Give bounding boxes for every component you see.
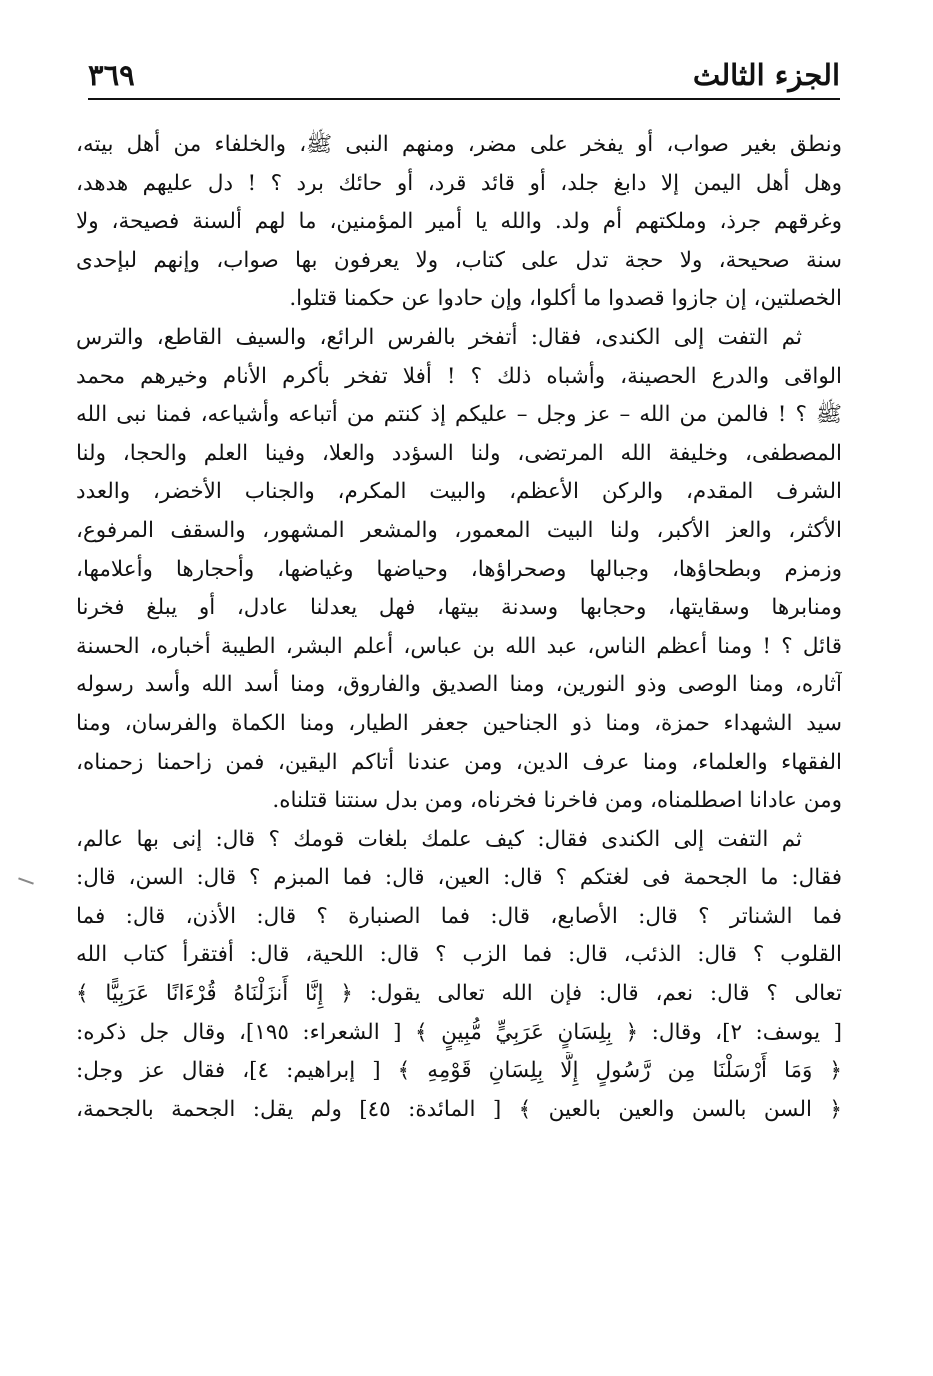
text-line: ومنابرها وسقايتها، وحجابها وسدنة بيتها، فهل يعدلنا عادل، أو يبلغ فخرنا	[76, 595, 842, 621]
page-body	[76, 126, 842, 1129]
text-line: الأكثر، والعز الأكبر، ولنا البيت المعمور، والمشعر المشهور، والسقف المرفوع،	[76, 517, 842, 543]
text-line: وهل أهل اليمن إلا دابغ جلد، أو قائد قرد، أو حائك برد ؟ ! دل عليهم هدهد،	[76, 170, 842, 196]
text-line: الخصلتين، إن جازوا قصدوا ما أكلوا، وإن حادوا عن حكمنا قتلوا.	[289, 286, 842, 312]
text-line: المصطفى، وخليفة الله المرتضى، ولنا السؤدد والعلا، وفينا العلم والحجا، ولنا	[76, 440, 842, 466]
text-line: ﴿ وَمَا أَرْسَلْنَا مِن رَّسُولٍ إِلَّا بِلِسَانِ قَوْمِهِ ﴾ [ إبراهيم: ٤]، فقال عز وجل:	[76, 1058, 842, 1084]
running-header	[88, 56, 840, 100]
text-line: الفقهاء والعلماء، ومنا عرف الدين، ومن عندنا أتاكم اليقين، فمن زاحمنا زحمناه،	[76, 749, 842, 775]
scan-margin-mark	[18, 877, 34, 884]
page-number: ٣٦٩	[88, 58, 135, 92]
text-line: الواقى والدرع الحصينة، وأشباه ذلك ؟ ! أفلا تفخر بأكرم الأنام وخيرهم محمد	[76, 363, 842, 389]
text-line: آثاره، ومنا الوصى وذو النورين، ومنا الصديق والفاروق، ومنا أسد الله وأسد رسوله	[76, 672, 842, 698]
text-line: ثم التفت إلى الكندى فقال: كيف علمك بلغات قومك ؟ قال: إنى بها عالم،	[76, 826, 802, 852]
text-line: فما الشناتر ؟ قال: الأصابع، قال: فما الصنبارة ؟ قال: الأذن، قال: فما	[76, 903, 842, 929]
text-line: وغرقهم جرذ، وملكتهم أم ولد. والله يا أمير المؤمنين، ما لهم ألسنة فصيحة، ولا	[76, 209, 842, 235]
text-line: ﴿ السن بالسن والعين بالعين ﴾ [ المائدة: ٤٥] ولم يقل: الجحمة بالجحمة،	[76, 1096, 842, 1122]
text-line: سنة صحيحة، ولا حجة تدل على كتاب، ولا يعرفون بها صواب، وإنهم لبإحدى	[76, 247, 842, 273]
text-line: تعالى ؟ قال: نعم، قال: فإن الله تعالى يقول: ﴿ إِنَّا أَنزَلْنَاهُ قُرْءَانًا عَرَبِيًّا ﴾	[76, 981, 842, 1007]
text-line: ومن عادانا اصطلمناه، ومن فاخرنا فخرناه، ومن بدل سنتنا قتلناه.	[272, 788, 842, 814]
text-line: القلوب ؟ قال: الذئب، قال: فما الزب ؟ قال: اللحية، قال: أفتقرأ كتاب الله	[76, 942, 842, 968]
text-line: وزمزم وبطحاؤها، وجبالها وصحراؤها، وحياضها وغياضها، وأحجارها وأعلامها،	[76, 556, 842, 582]
text-line: الشرف المقدم، والركن الأعظم، والبيت المكرم، والجناب الأخضر، والعدد	[76, 479, 842, 505]
text-line: ﷺ ؟ ! فالمن من الله – عز وجل – عليكم إذ كنتم من أتباعه وأشياعه، فمنا نبى الله	[76, 402, 842, 428]
text-line: فقال: ما الجحمة فى لغتكم ؟ قال: العين، قال: فما المبزم ؟ قال: السن، قال:	[76, 865, 842, 891]
text-line: ثم التفت إلى الكندى، فقال: أتفخر بالفرس الرائع، والسيف القاطع، والترس	[76, 324, 802, 350]
volume-title: الجزء الثالث	[692, 58, 840, 92]
text-line: ونطق بغير صواب، أو يفخر على مضر، ومنهم النبى ﷺ، والخلفاء من أهل بيته،	[76, 132, 842, 157]
text-line: سيد الشهداء حمزة، ومنا ذو الجناحين جعفر الطيار، ومنا الكماة والفرسان، ومنا	[76, 710, 842, 736]
text-line: قائل ؟ ! ومنا أعظم الناس، عبد الله بن عباس، أعلم البشر، الطيبة أخباره، الحسنة	[76, 633, 842, 659]
text-line: [ يوسف: ٢]، وقال: ﴿ بِلِسَانٍ عَرَبِيٍّ مُّبِينٍ ﴾ [ الشعراء: ١٩٥]، وقال جل ذكره:	[76, 1019, 842, 1045]
